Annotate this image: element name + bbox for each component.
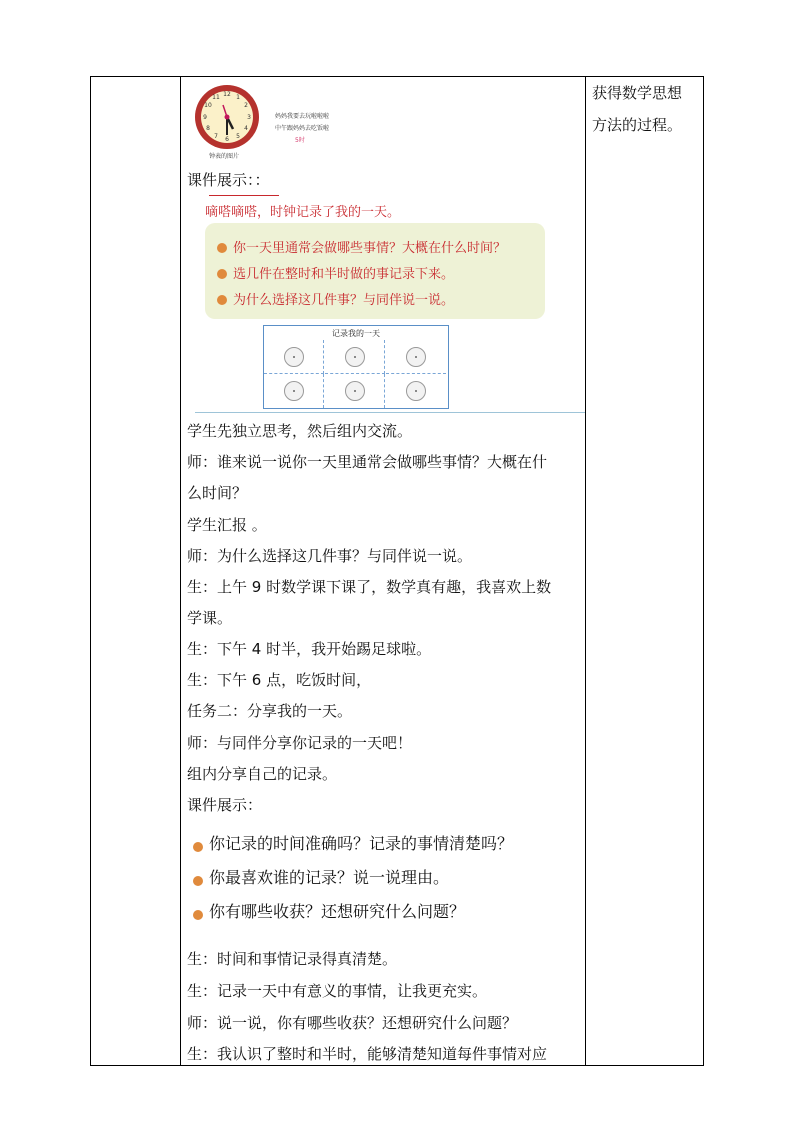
body-line: 任务二：分享我的一天。 xyxy=(187,702,353,720)
svg-text:10: 10 xyxy=(204,102,212,109)
teaching-process-cell xyxy=(187,77,585,1065)
bullet-dot-icon xyxy=(217,243,227,253)
record-my-day-sheet xyxy=(263,325,449,409)
closing-line: 生：时间和事情记录得真清楚。 xyxy=(187,950,398,968)
body-line: 师：谁来说一说你一天里通常会做哪些事情？大概在什 xyxy=(187,453,548,471)
bullet-dot-icon xyxy=(193,876,203,886)
closing-line: 生：我认识了整时和半时，能够清楚知道每件事情对应 xyxy=(187,1045,548,1063)
slide2-question-3: 你有哪些收获？还想研究什么问题？ xyxy=(193,899,465,922)
record-cell xyxy=(264,340,324,374)
bullet-dot-icon xyxy=(217,269,227,279)
svg-text:3: 3 xyxy=(247,114,251,121)
body-line: 生：上午 9 时数学课下课了，数学真有趣，我喜欢上数 xyxy=(187,578,552,596)
design-intent-text xyxy=(588,77,700,141)
slide-question-1: 你一天里通常会做哪些事情？大概在什么时间？ xyxy=(217,237,506,256)
svg-text:9: 9 xyxy=(203,114,207,121)
body-line: 师：为什么选择这几件事？与同伴说一说。 xyxy=(187,547,473,565)
svg-text:6: 6 xyxy=(225,136,229,143)
record-cell xyxy=(264,374,324,408)
closing-line: 师：说一说，你有哪些收获？还想研究什么问题？ xyxy=(187,1014,518,1032)
record-cell xyxy=(325,340,385,374)
column-divider-left xyxy=(180,77,181,1065)
mini-clock-icon xyxy=(284,381,304,401)
body-line: 师：与同伴分享你记录的一天吧！ xyxy=(187,734,413,752)
svg-text:7: 7 xyxy=(214,133,218,140)
clock-caption: 钟表的图片 xyxy=(209,153,240,160)
mini-clock-icon xyxy=(345,381,365,401)
record-cell xyxy=(386,374,446,408)
mini-clock-icon xyxy=(406,381,426,401)
body-line: 生：下午 4 时半，我开始踢足球啦。 xyxy=(187,640,432,658)
body-line: 组内分享自己的记录。 xyxy=(187,765,338,783)
slide2-question-2: 你最喜欢谁的记录？说一说理由。 xyxy=(193,865,449,888)
mini-clock-icon xyxy=(284,347,304,367)
design-intent-cell xyxy=(588,77,700,141)
svg-text:5: 5 xyxy=(236,133,240,140)
clock-illustration xyxy=(193,83,261,151)
closing-line: 生：记录一天中有意义的事情，让我更充实。 xyxy=(187,982,488,1000)
body-line: 么时间？ xyxy=(187,484,248,502)
slide-title-rule xyxy=(209,195,279,196)
bullet-dot-icon xyxy=(193,910,203,920)
mini-clock-icon xyxy=(345,347,365,367)
svg-text:4: 4 xyxy=(244,125,248,132)
svg-text:11: 11 xyxy=(212,94,220,101)
slide-title: 嘀嗒嘀嗒，时钟记录了我的一天。 xyxy=(205,205,401,220)
record-sheet-title: 记录我的一天 xyxy=(332,329,380,338)
body-line: 学生汇报 。 xyxy=(187,516,267,534)
slide-tiny-time: 5时 xyxy=(295,137,305,144)
slide-divider xyxy=(195,412,585,413)
clock-icon xyxy=(193,83,261,151)
svg-text:12: 12 xyxy=(223,91,231,98)
slide-question-3: 为什么选择这几件事？与同伴说一说。 xyxy=(217,289,454,308)
bullet-dot-icon xyxy=(217,295,227,305)
courseware-label-2: 课件展示： xyxy=(187,796,263,814)
design-intent-line: 方法的过程。 xyxy=(592,116,683,134)
svg-text:1: 1 xyxy=(236,94,240,101)
lesson-table xyxy=(90,76,704,1066)
courseware-label-1: 课件展示：： xyxy=(187,171,270,189)
record-cell xyxy=(325,374,385,408)
mini-clock-icon xyxy=(406,347,426,367)
slide2-question-1: 你记录的时间准确吗？记录的事情清楚吗？ xyxy=(193,831,513,854)
slide-tiny-text-2: 中午跟妈妈去吃饭啦 xyxy=(275,125,330,132)
column-divider-right xyxy=(585,77,586,1065)
slide-tiny-text-1: 妈妈我要去玩啦啦啦 xyxy=(275,113,330,120)
record-cell xyxy=(386,340,446,374)
design-intent-line: 获得数学思想 xyxy=(592,84,683,102)
body-line: 学生先独立思考，然后组内交流。 xyxy=(187,422,413,440)
body-line: 学课。 xyxy=(187,609,233,627)
body-line: 生：下午 6 点，吃饭时间， xyxy=(187,671,372,689)
slide-question-box xyxy=(205,223,545,319)
svg-text:8: 8 xyxy=(206,125,210,132)
bullet-dot-icon xyxy=(193,842,203,852)
slide-question-2: 选几件在整时和半时做的事记录下来。 xyxy=(217,263,454,282)
svg-text:2: 2 xyxy=(244,102,248,109)
